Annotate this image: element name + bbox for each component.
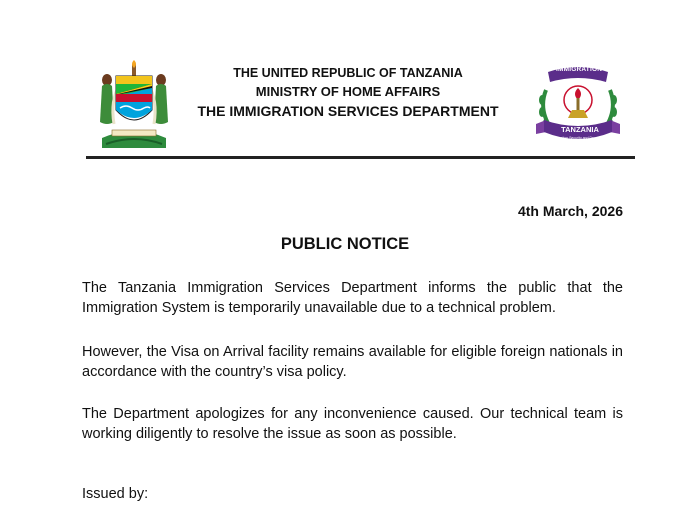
header-country: THE UNITED REPUBLIC OF TANZANIA <box>233 66 463 80</box>
notice-title: PUBLIC NOTICE <box>280 235 410 253</box>
header-divider <box>86 156 635 159</box>
notice-paragraph-2: However, the Visa on Arrival facility remains available for eligible foreign nationals in accordance with the country’s visa policy. <box>82 344 623 380</box>
notice-paragraph-3: The Department apologizes for any inconvenience caused. Our technical team is working diligently to resolve the issue as soon as possible. <box>82 406 623 442</box>
badge-bottom-text: TANZANIA <box>561 125 599 134</box>
coat-of-arms-icon <box>96 60 172 152</box>
header-ministry: MINISTRY OF HOME AFFAIRS <box>255 84 441 99</box>
header-department: THE IMMIGRATION SERVICES DEPARTMENT <box>197 103 499 119</box>
badge-top-text: IMMIGRATION <box>556 66 603 73</box>
badge-motto: Immigration Security and Development <box>549 136 611 140</box>
notice-paragraph-1: The Tanzania Immigration Services Department informs the public that the Immigration System is temporarily unavailable due to a technical problem. <box>82 280 623 316</box>
notice-date: 4th March, 2026 <box>517 203 623 219</box>
issued-by-label: Issued by: <box>82 486 149 502</box>
